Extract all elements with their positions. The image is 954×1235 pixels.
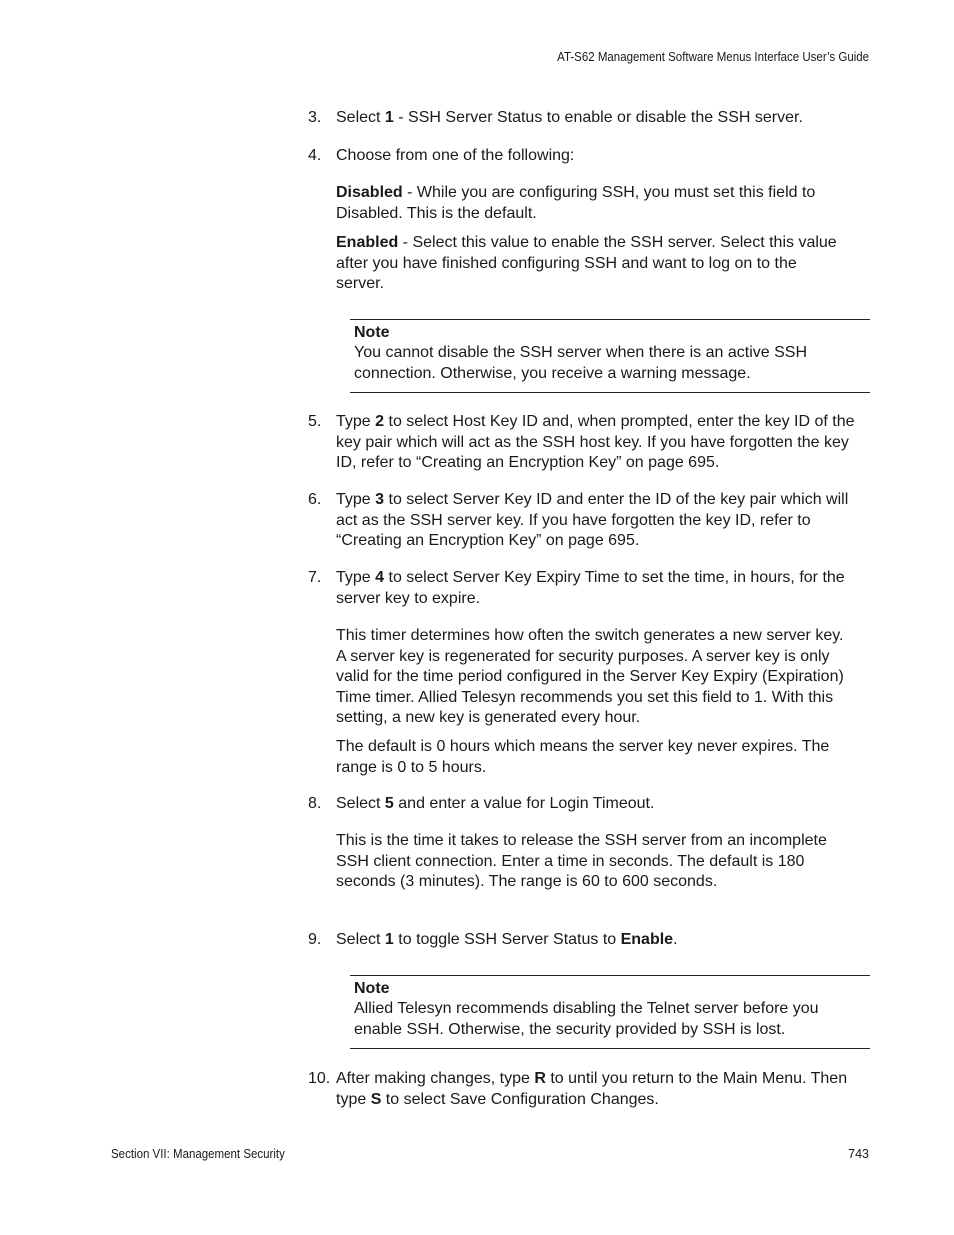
step-9-number: 9. — [308, 931, 322, 948]
step-10-text: After making changes, type R to until you return to the Main Menu. Then type S to select Save Configuration Changes. — [336, 1070, 848, 1108]
step-5-number: 5. — [308, 413, 322, 430]
note-body: Allied Telesyn recommends disabling the Telnet server before you enable SSH. Otherwise, the security provided by SSH is lost. — [354, 1000, 819, 1038]
step-4-text: Choose from one of the following: — [336, 147, 575, 164]
note-body: You cannot disable the SSH server when there is an active SSH connection. Otherwise, you receive a warning message. — [354, 344, 807, 382]
note-title: Note — [354, 324, 390, 341]
step-8-text: Select 5 and enter a value for Login Timeout. — [336, 795, 655, 812]
step-7-text: Type 4 to select Server Key Expiry Time to set the time, in hours, for the server key to expire. — [336, 569, 845, 607]
step-4-number: 4. — [308, 147, 322, 164]
note-box — [350, 975, 870, 1049]
option-enabled: Enabled - Select this value to enable the SSH server. Select this value after you have finished configuring SSH and want to log on to the server. — [336, 234, 837, 292]
step-7-paragraph-2: The default is 0 hours which means the server key never expires. The range is 0 to 5 hours. — [336, 738, 830, 776]
note-box — [350, 319, 870, 393]
step-5-text: Type 2 to select Host Key ID and, when prompted, enter the key ID of the key pair which will act as the SSH host key. If you have forgotten the key ID, refer to “Creating an Encryption Key” on page 695. — [336, 413, 855, 471]
step-10-number: 10. — [308, 1070, 331, 1087]
footer-section: Section VII: Management Security — [111, 1147, 285, 1161]
step-7-number: 7. — [308, 569, 322, 586]
note-title: Note — [354, 980, 390, 997]
step-3-number: 3. — [308, 109, 322, 126]
step-3-text: Select 1 - SSH Server Status to enable or disable the SSH server. — [336, 109, 803, 126]
running-header: AT-S62 Management Software Menus Interface User’s Guide — [557, 50, 869, 64]
step-9-text: Select 1 to toggle SSH Server Status to Enable. — [336, 931, 678, 948]
step-8-paragraph-1: This is the time it takes to release the SSH server from an incomplete SSH client connection. Enter a time in seconds. The default is 180 seconds (3 minutes). The range is 60 to 600 seconds. — [336, 832, 827, 890]
step-6-number: 6. — [308, 491, 322, 508]
page-number: 743 — [848, 1147, 869, 1161]
option-disabled: Disabled - While you are configuring SSH, you must set this field to Disabled. This is the default. — [336, 184, 816, 222]
step-7-paragraph-1: This timer determines how often the switch generates a new server key. A server key is regenerated for security purposes. A server key is only valid for the time period configured in the Server Key Expiry (Expiration) Time timer. Allied Telesyn recommends you set this field to 1. With this setting, a new key is generated every hour. — [336, 627, 844, 726]
step-8-number: 8. — [308, 795, 322, 812]
step-6-text: Type 3 to select Server Key ID and enter the ID of the key pair which will act as the SSH server key. If you have forgotten the key ID, refer to “Creating an Encryption Key” on page 695. — [336, 491, 849, 549]
